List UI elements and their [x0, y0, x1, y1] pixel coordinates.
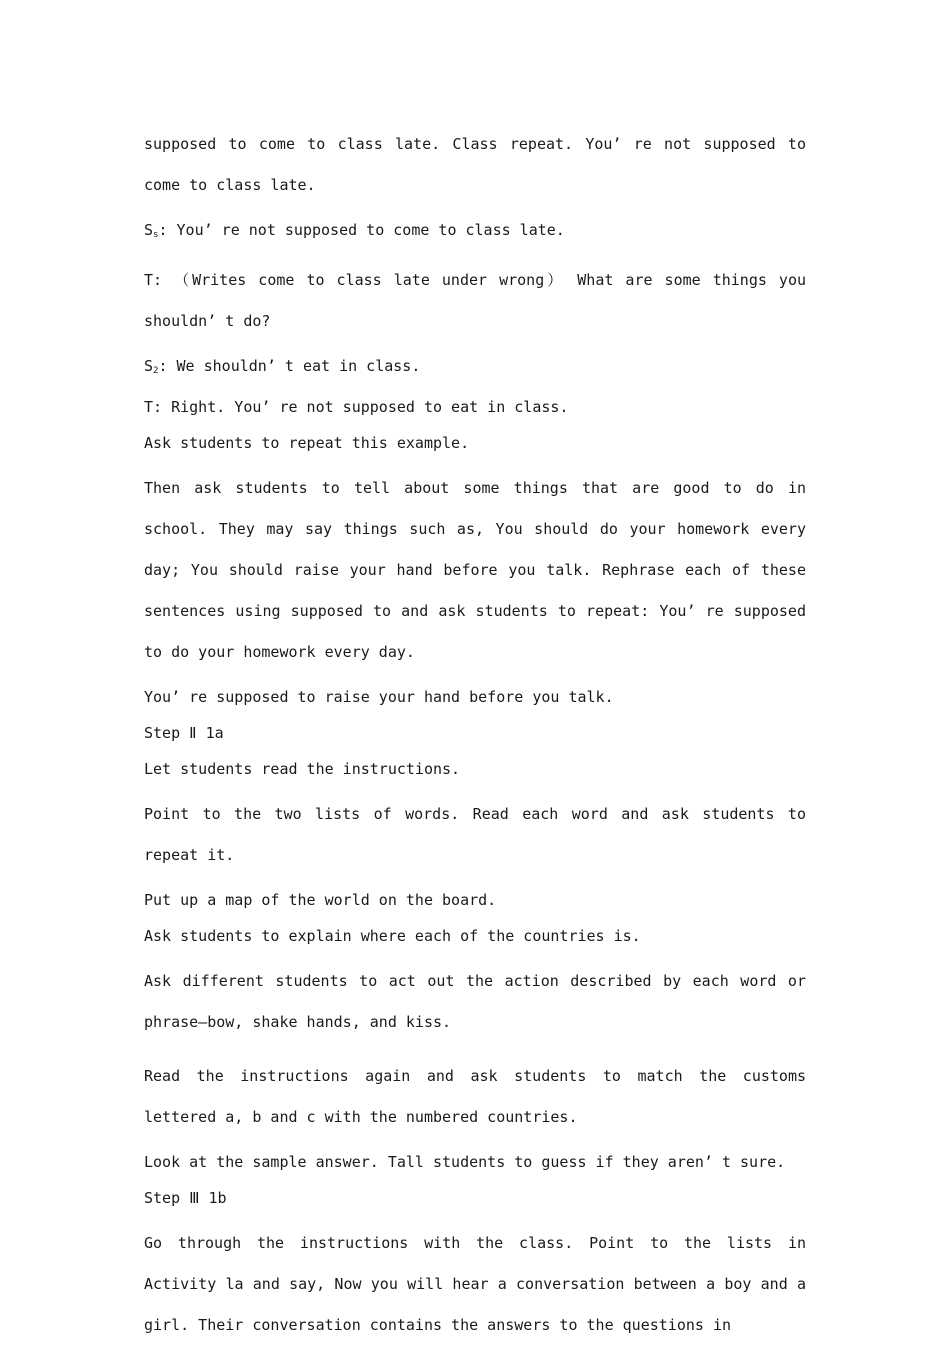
speaker-line — [144, 219, 806, 247]
paragraph: supposed to come to class late. Class repeat. You’ re not supposed to come to class late. — [144, 135, 806, 194]
document-body — [144, 124, 806, 1359]
paragraph: Go through the instructions with the class. Point to the lists in Activity la and say, Now you will hear a conversation between a boy and a girl. Their conversation contains the answers to the questions in — [144, 1234, 806, 1334]
paragraph: Let students read the instructions. — [144, 760, 461, 778]
paragraph: Ask students to repeat this example. — [144, 434, 470, 452]
paragraph: T: （Writes come to class late under wrong） What are some things you shouldn’ t do? — [144, 271, 806, 330]
paragraph: Ask different students to act out the action described by each word or phrase—bow, shake hands, and kiss. — [144, 972, 806, 1031]
paragraph: Ask students to explain where each of the countries is. — [144, 927, 641, 945]
paragraph: T: Right. You’ re not supposed to eat in class. — [144, 398, 569, 416]
speaker-subscript: 2 — [153, 366, 159, 376]
paragraph: Read the instructions again and ask students to match the customs lettered a, b and c with the numbered countries. — [144, 1067, 806, 1126]
speaker-text: : We shouldn’ t eat in class. — [158, 357, 421, 375]
paragraph: Point to the two lists of words. Read each word and ask students to repeat it. — [144, 805, 806, 864]
speaker-line — [144, 355, 806, 383]
section-heading: Step Ⅲ 1b — [144, 1189, 227, 1207]
paragraph: You’ re supposed to raise your hand before you talk. — [144, 688, 614, 706]
paragraph: Put up a map of the world on the board. — [144, 891, 497, 909]
paragraph: Then ask students to tell about some things that are good to do in school. They may say things such as, You should do your homework every day; You should raise your hand before you talk. Rephrase each of these sentences using supposed to and ask students to repeat: You’ re supposed to do your homework every day. — [144, 479, 806, 661]
section-heading: Step Ⅱ 1a — [144, 724, 224, 742]
paragraph: Look at the sample answer. Tall students to guess if they aren’ t sure. — [144, 1153, 786, 1171]
speaker-label: S — [144, 357, 154, 375]
speaker-text: : You’ re not supposed to come to class late. — [158, 221, 565, 239]
speaker-subscript: s — [153, 230, 159, 240]
speaker-label: S — [144, 221, 154, 239]
